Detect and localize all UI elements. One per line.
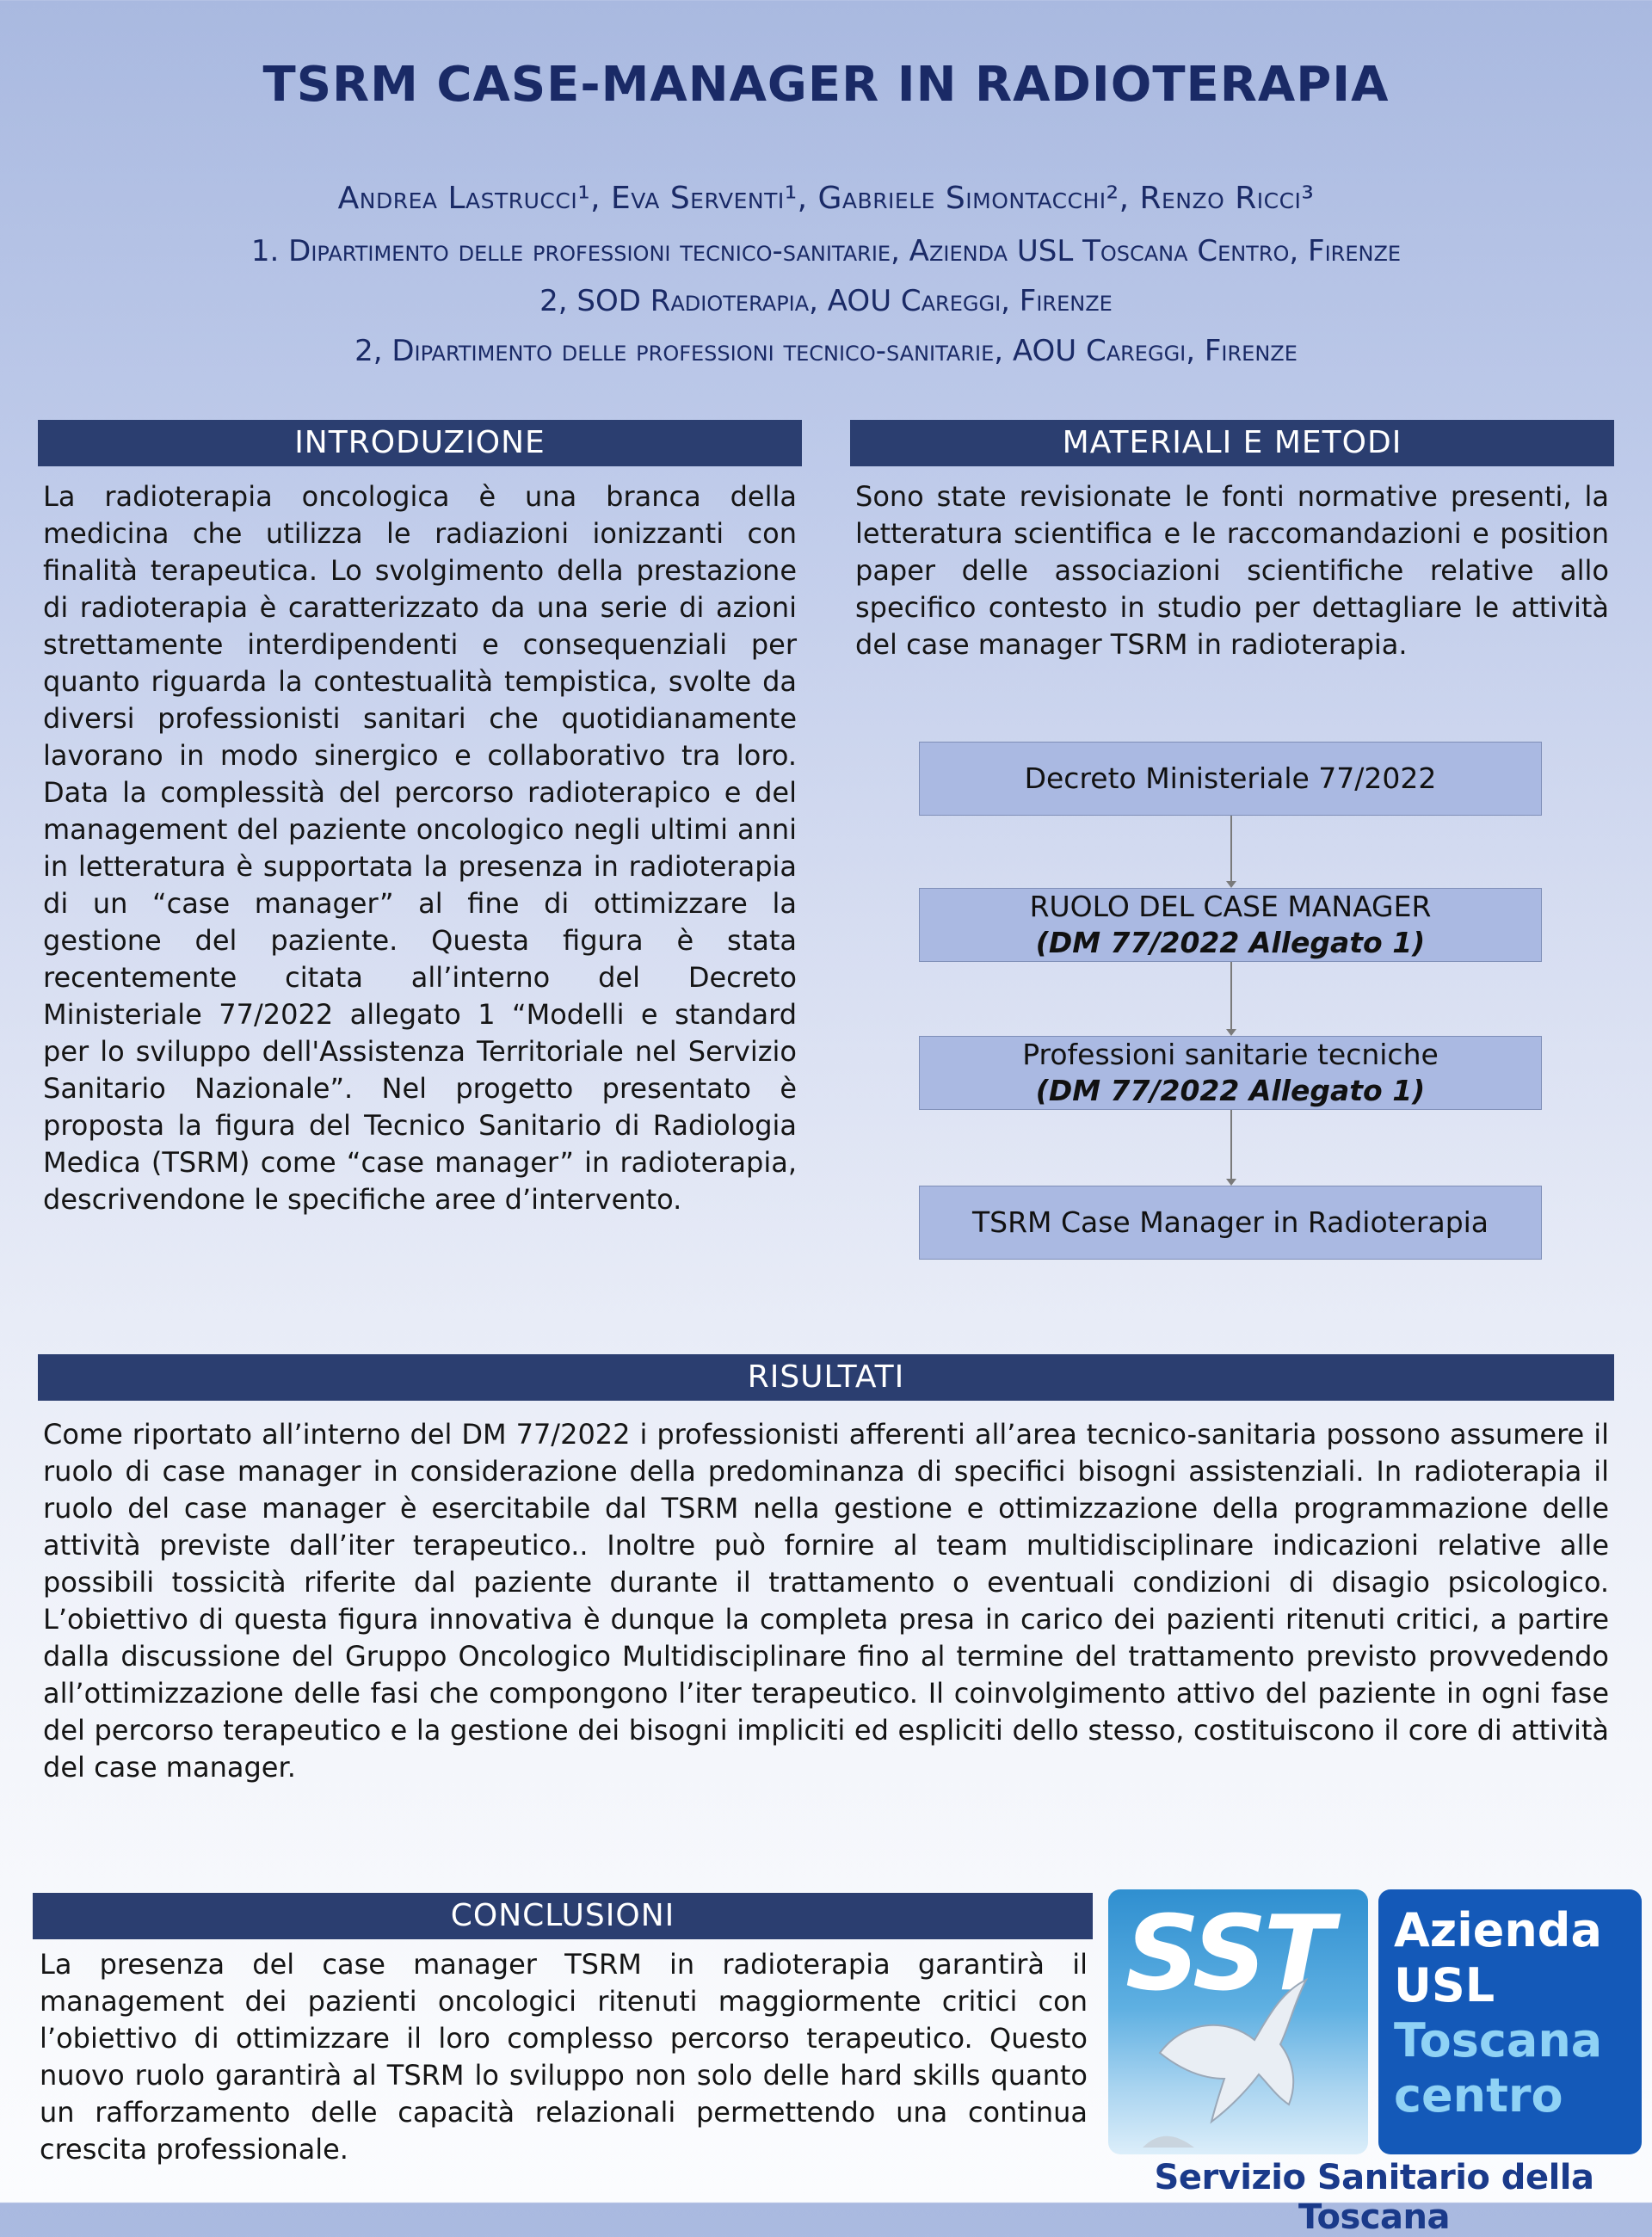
affiliation-2: 2, SOD Radioterapia, AOU Careggi, Firenze <box>539 284 1113 318</box>
flow-box-decreto <box>919 742 1542 816</box>
materiali-text: Sono state revisionate le fonti normative presenti, la letteratura scientifica e le raccomandazioni e position paper delle associazioni scientifiche relative allo specifico contesto in studio per dettagliare le attività del case manager TSRM in radioterapia. <box>855 480 1609 661</box>
flow-arrow <box>1230 1110 1232 1184</box>
flow-box-subtitle: (DM 77/2022 Allegato 1) <box>1035 1074 1426 1107</box>
flow-box-professioni <box>919 1036 1542 1110</box>
materiali-heading: MATERIALI E METODI <box>850 420 1614 466</box>
azienda-line-4: centro <box>1394 2068 1563 2123</box>
flow-arrow <box>1230 816 1232 886</box>
pegasus-icon <box>1108 1889 1368 2154</box>
logo-footer-text: Servizio Sanitario della Toscana <box>1154 2158 1594 2237</box>
affiliation-3: 2, Dipartimento delle professioni tecnico-sanitarie, AOU Careggi, Firenze <box>354 334 1298 368</box>
conclusioni-text: La presenza del case manager TSRM in radioterapia garantirà il management dei pazienti oncologici ritenuti maggiormente critici con l’obiettivo di ottimizzare il loro complesso percorso terapeutico. Questo nuovo ruolo garantirà al TSRM lo sviluppo non solo delle hard skills quanto un rafforzamento delle capacità relazionali permettendo una continua crescita professionale. <box>40 1948 1088 2166</box>
azienda-usl-logo <box>1378 1889 1642 2154</box>
flow-box-title: Decreto Ministeriale 77/2022 <box>1024 761 1437 795</box>
azienda-line-3: Toscana <box>1394 2013 1603 2068</box>
sst-logo <box>1108 1889 1368 2154</box>
flow-arrow <box>1230 962 1232 1034</box>
flow-box-subtitle: (DM 77/2022 Allegato 1) <box>1035 926 1426 959</box>
risultati-text: Come riportato all’interno del DM 77/2022 i professionisti afferenti all’area tecnico-sanitaria possono assumere il ruolo di case manager in considerazione della predominanza di specifici bisogni assistenziali. In radioterapia il ruolo del case manager è esercitabile dal TSRM nella gestione e ottimizzazione della programmazione delle attività previste dall’iter terapeutico.. Inoltre può fornire al team multidisciplinare indicazioni relative alle possibili tossicità riferite dal paziente durante il trattamento o eventuali condizioni di disagio psicologico. L’obiettivo di questa figura innovativa è dunque la completa presa in carico dei pazienti ritenuti critici, a partire dalla discussione del Gruppo Oncologico Multidisciplinare fino al termine del trattamento previsto provvedendo all’ottimizzazione delle fasi che compongono l’iter terapeutico. Il coinvolgimento attivo del paziente in ogni fase del percorso terapeutico e la gestione dei bisogni impliciti ed espliciti dello stesso, costituiscono il core di attività del case manager. <box>43 1418 1609 1784</box>
risultati-heading: RISULTATI <box>38 1354 1614 1401</box>
flow-box-tsrm <box>919 1186 1542 1260</box>
azienda-line-2: USL <box>1394 1958 1495 2012</box>
flow-box-ruolo <box>919 888 1542 962</box>
flow-box-title: RUOLO DEL CASE MANAGER <box>1029 890 1432 923</box>
introduzione-text: La radioterapia oncologica è una branca della medicina che utilizza le radiazioni ionizzanti con finalità terapeutica. Lo svolgimento della prestazione di radioterapia è caratterizzato da una serie di azioni strettamente interdipendenti e consequenziali per quanto riguarda la contestualità tempistica, svolte da diversi professionisti sanitari che quotidianamente lavorano in modo sinergico e collaborativo tra loro. Data la complessità del percorso radioterapico e del management del paziente oncologico negli ultimi anni in letteratura è supportata la presenza in radioterapia di un “case manager” al fine di ottimizzare la gestione del paziente. Questa figura è stata recentemente citata all’interno del Decreto Ministeriale 77/2022 allegato 1 “Modelli e standard per lo sviluppo dell'Assistenza Territoriale nel Servizio Sanitario Nazionale”. Nel progetto presentato è proposta la figura del Tecnico Sanitario di Radiologia Medica (TSRM) come “case manager” in radioterapia, descrivendone le specifiche aree d’intervento. <box>43 480 797 1216</box>
flow-box-title: Professioni sanitarie tecniche <box>1022 1038 1439 1071</box>
conclusioni-heading: CONCLUSIONI <box>33 1893 1093 1939</box>
poster-title: TSRM CASE-MANAGER IN RADIOTERAPIA <box>262 57 1390 113</box>
sst-lettering: SST <box>1125 1895 1331 2014</box>
authors-line: Andrea Lastrucci¹, Eva Serventi¹, Gabriele Simontacchi², Renzo Ricci³ <box>337 181 1315 216</box>
introduzione-heading: INTRODUZIONE <box>38 420 802 466</box>
affiliation-1: 1. Dipartimento delle professioni tecnico-sanitarie, Azienda USL Toscana Centro, Firenze <box>250 234 1402 268</box>
flow-box-title: TSRM Case Manager in Radioterapia <box>971 1205 1489 1239</box>
azienda-line-1: Azienda <box>1394 1903 1602 1957</box>
